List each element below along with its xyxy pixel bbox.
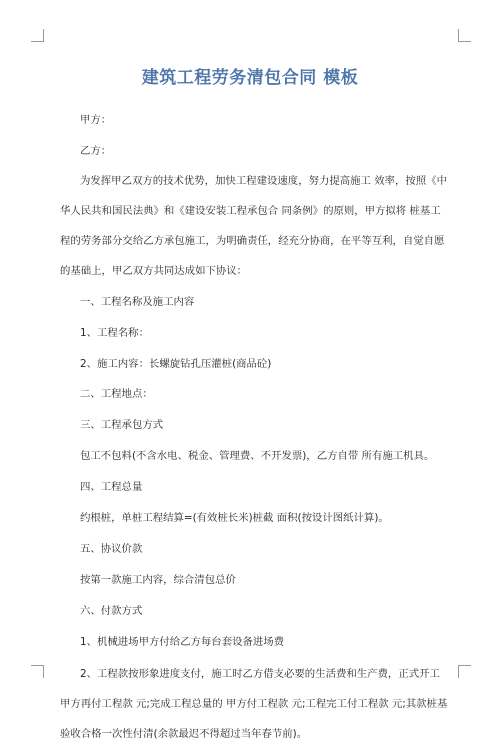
party-b-line: 乙方： (80, 145, 112, 157)
crop-mark-top-left (31, 29, 44, 42)
crop-mark-bottom-right (458, 665, 471, 678)
clause-line: 2、施工内容：长螺旋钻孔压灌桩(商品砼) (80, 358, 272, 370)
preamble-line-4: 的基础上，甲乙双方共同达成如下协议： (60, 265, 248, 277)
clause-line-continued: 甲方再付工程款 元;完成工程总量的 甲方付工程款 元;工程完工付工程款 元;其款桩基 (60, 698, 448, 710)
clause-line: 1、工程名称： (80, 327, 149, 339)
clause-line: 按第一款施工内容，综合清包总价 (80, 574, 236, 586)
section-heading: 一、工程名称及施工内容 (80, 296, 195, 308)
crop-mark-bottom-left (31, 665, 44, 678)
section-heading: 五、协议价款 (80, 543, 143, 555)
crop-mark-top-right (458, 29, 471, 42)
preamble-line-1: 为发挥甲乙双方的技术优势，加快工程建设速度，努力提高施工 效率，按照《中 (80, 175, 447, 187)
document-body (60, 111, 448, 744)
section-heading: 二、工程地点： (80, 388, 153, 400)
document-title: 建筑工程劳务清包合同 模板 (141, 68, 359, 88)
section-heading: 六、付款方式 (80, 605, 143, 617)
preamble-line-2: 华人民共和国民法典》和《建设安装工程承包合 同条例》的原则，甲方拟将 桩基工 (60, 205, 441, 217)
clause-line: 约根桩，单桩工程结算=(有效桩长米)桩截 面积(按设计图纸计算)。 (80, 512, 389, 524)
section-heading: 三、工程承包方式 (80, 419, 164, 431)
clause-line-continued: 验收合格一次性付清(余款最迟不得超过当年春节前)。 (60, 728, 308, 740)
clause-line: 2、工程款按形象进度支付，施工时乙方借支必要的生活费和生产费，正式开工 (80, 668, 440, 680)
section-heading: 四、工程总量 (80, 481, 143, 493)
preamble-line-3: 程的劳务部分交给乙方承包施工，为明确责任，经充分协商，在平等互利，自觉自愿 (60, 235, 445, 247)
clause-line: 包工不包料(不含水电、税金、管理费、不开发票)，乙方自带 所有施工机具。 (80, 450, 435, 462)
party-a-line: 甲方： (80, 114, 112, 126)
clause-line: 1、机械进场甲方付给乙方每台套设备进场费 (80, 636, 285, 648)
